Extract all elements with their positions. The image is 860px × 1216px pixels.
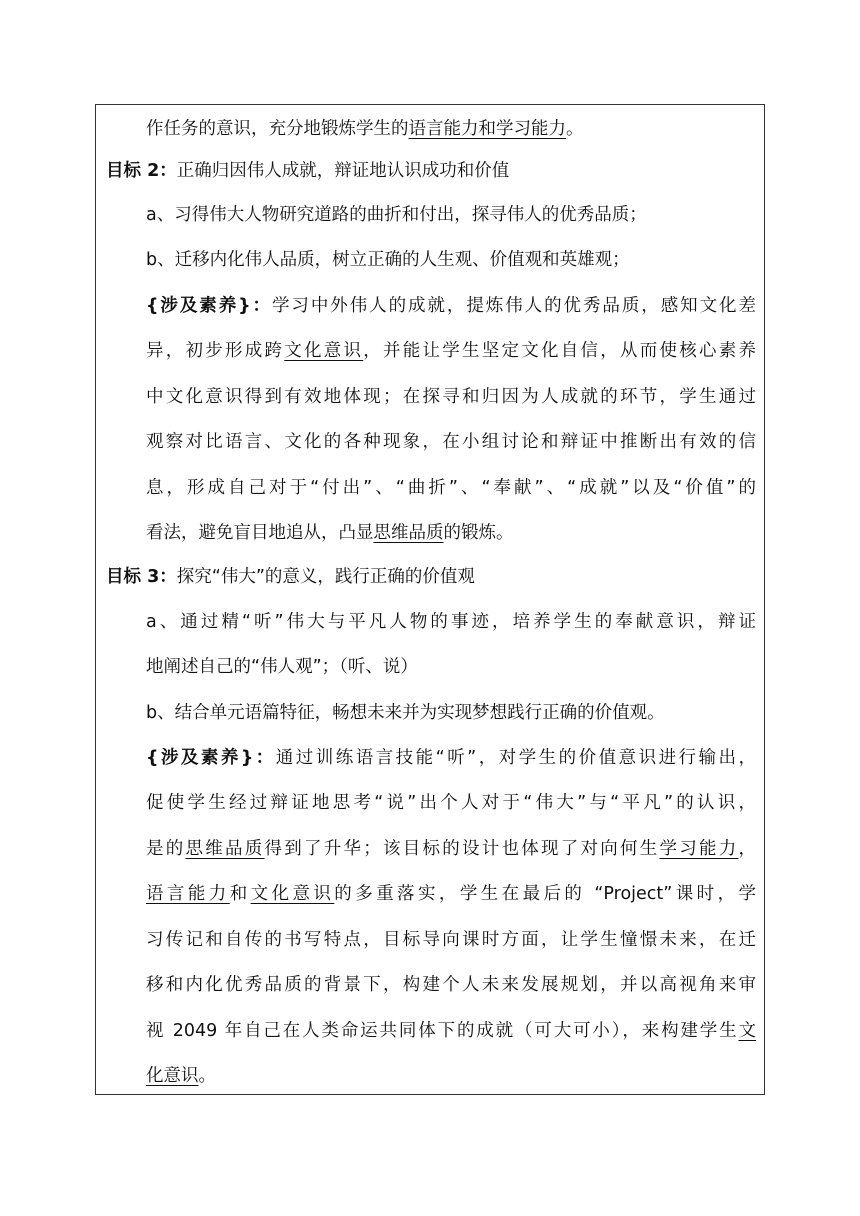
- text-line: 化意识。: [146, 1066, 216, 1086]
- text-line: 息，形成自己对于“付出”、“曲折”、“奉献”、“成就”以及“价值”的: [146, 478, 756, 498]
- text-line: a、习得伟大人物研究道路的曲折和付出，探寻伟人的优秀品质；: [146, 205, 647, 225]
- text-line: 中文化意识得到有效地体现；在探寻和归因为人成就的环节，学生通过: [146, 387, 756, 407]
- text-line: 促使学生经过辩证地思考“说”出个人对于“伟大”与“平凡”的认识，: [146, 793, 756, 813]
- text-line: a、通过精“听”伟大与平凡人物的事迹，培养学生的奉献意识，辩证: [146, 612, 756, 632]
- goal-3-heading: 目标 3：探究“伟大”的意义，践行正确的价值观: [106, 567, 475, 587]
- text-line: {涉及素养}：通过训练语言技能“听”，对学生的价值意识进行输出，: [146, 748, 756, 768]
- text-line: 地阐述自己的“伟人观”；（听、说）: [146, 657, 418, 677]
- text-line: 移和内化优秀品质的背景下，构建个人未来发展规划，并以高视角来审: [146, 975, 756, 995]
- text-line: 是的思维品质得到了升华；该目标的设计也体现了对向何生学习能力，: [146, 839, 756, 859]
- goal-2-heading: 目标 2：正确归因伟人成就，辩证地认识成功和价值: [106, 161, 510, 181]
- text-line: 习传记和自传的书写特点，目标导向课时方面，让学生憧憬未来，在迁: [146, 930, 756, 950]
- text-line: b、迁移内化伟人品质，树立正确的人生观、价值观和英雄观；: [146, 250, 630, 270]
- text-line: 看法，避免盲目地追从，凸显思维品质的锻炼。: [146, 523, 514, 543]
- text-line: 异，初步形成跨文化意识，并能让学生坚定文化自信，从而使核心素养: [146, 341, 756, 361]
- text-line: 观察对比语言、文化的各种现象，在小组讨论和辩证中推断出有效的信: [146, 432, 756, 452]
- text-line: {涉及素养}：学习中外伟人的成就，提炼伟人的优秀品质，感知文化差: [146, 296, 756, 316]
- text-line: b、结合单元语篇特征，畅想未来并为实现梦想践行正确的价值观。: [146, 703, 665, 723]
- text-line: 视 2049 年自己在人类命运共同体下的成就（可大可小），来构建学生文: [146, 1021, 756, 1041]
- text-line: 语言能力和文化意识的多重落实，学生在最后的 “Project”课时，学: [146, 884, 757, 904]
- text-line: 作任务的意识，充分地锻炼学生的语言能力和学习能力。: [146, 119, 584, 139]
